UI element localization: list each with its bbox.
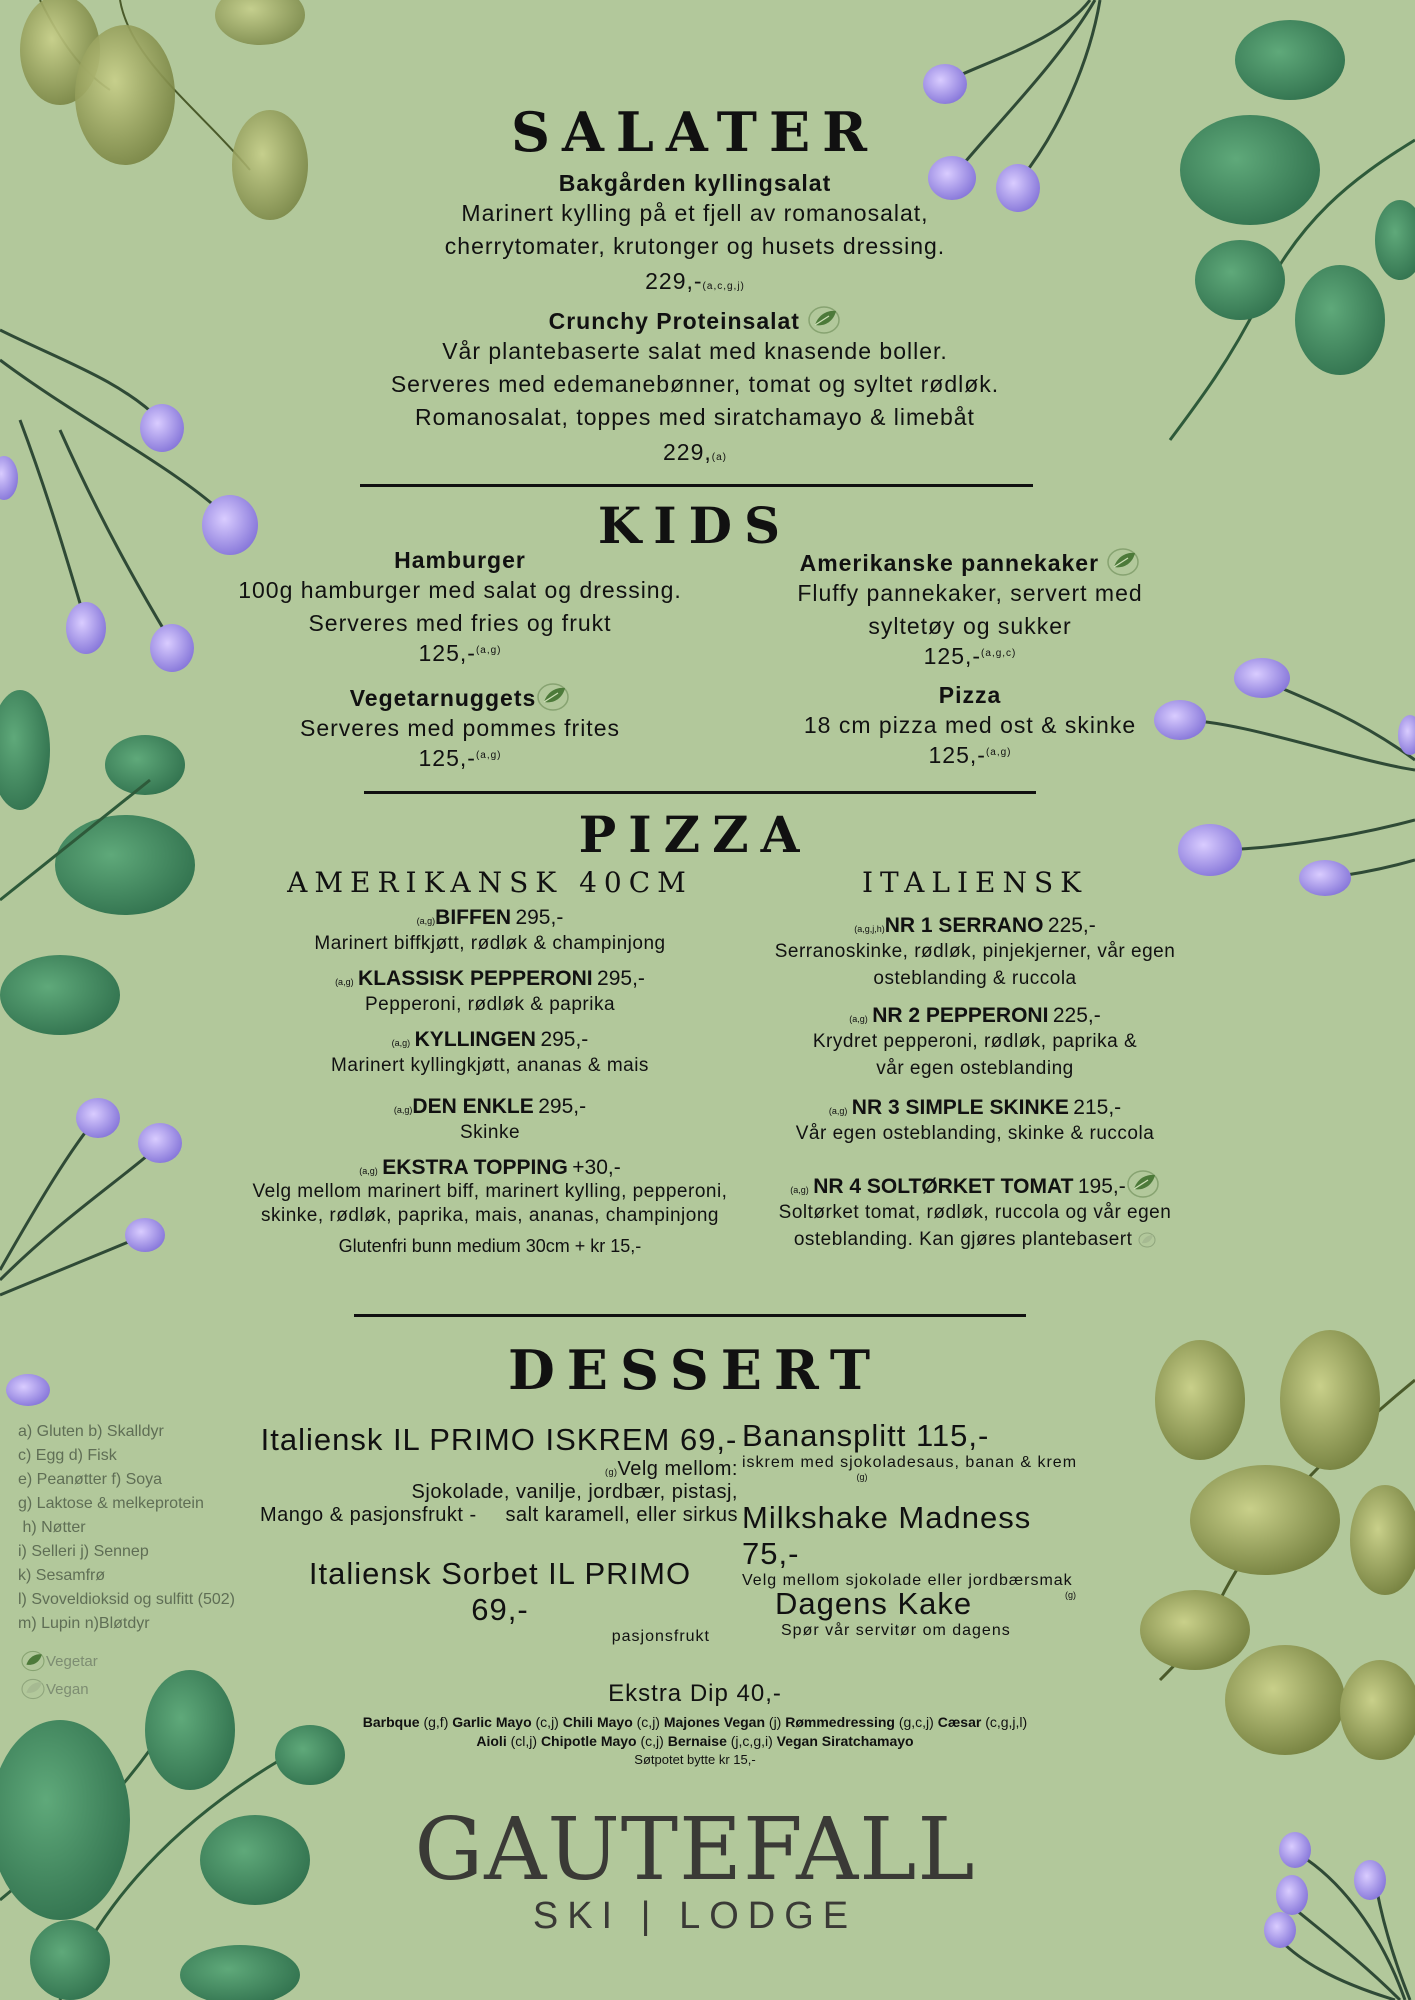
allergen-legend xyxy=(18,1420,235,1636)
item-name: Crunchy Proteinsalat xyxy=(548,308,800,334)
allergen-codes: (a,g) xyxy=(985,747,1012,758)
allergen-codes: (a,g) xyxy=(790,1185,809,1195)
item-price: 225,- xyxy=(1052,1004,1101,1027)
item-name: Bakgården kyllingsalat xyxy=(558,170,832,196)
allergen-line: l) Svoveldioksid og sulfitt (502) xyxy=(18,1591,235,1608)
allergen-codes: (c,g,j,l) xyxy=(981,1714,1028,1730)
allergen-codes: (a,g) xyxy=(849,1014,868,1024)
item-desc: Pepperoni, rødløk & paprika xyxy=(364,994,616,1015)
item-desc: Serranoskinke, rødløk, pinjekjerner, vår egen xyxy=(774,941,1176,962)
item-price: 125,- xyxy=(923,643,982,669)
dip-name: Majones Vegan xyxy=(663,1714,766,1730)
item-price: 215,- xyxy=(1073,1096,1122,1119)
item-name: Italiensk IL PRIMO ISKREM 69,- xyxy=(260,1422,738,1457)
allergen-codes: (g) xyxy=(856,1472,868,1482)
dessert-sorbet xyxy=(280,1556,720,1646)
allergen-line: i) Selleri j) Sennep xyxy=(18,1543,149,1560)
allergen-line: m) Lupin n)Bløtdyr xyxy=(18,1615,150,1632)
pizza-item xyxy=(705,1004,1245,1082)
extra-dip xyxy=(0,1680,1390,1767)
pizza-item xyxy=(705,914,1245,992)
item-name: Milkshake Madness 75,- xyxy=(742,1500,1032,1571)
item-price: 229, xyxy=(663,439,712,465)
allergen-codes: (c,j) xyxy=(632,1714,660,1730)
item-price: 295,- xyxy=(597,967,645,990)
item-desc: Velg mellom sjokolade eller jordbærsmak xyxy=(742,1572,1073,1589)
legend-vegan: Vegan xyxy=(46,1681,89,1698)
item-name: KLASSISK PEPPERONI xyxy=(358,967,593,990)
item-price: 295,- xyxy=(540,1028,589,1051)
item-name: Banansplitt 115,- xyxy=(742,1418,990,1453)
dessert-milkshake xyxy=(742,1500,1082,1600)
allergen-codes: (j,c,g,i) xyxy=(726,1733,773,1749)
pizza-item xyxy=(705,1096,1245,1147)
allergen-line: k) Sesamfrø xyxy=(18,1567,106,1584)
allergen-codes: (j) xyxy=(765,1714,782,1730)
allergen-codes: (a,g,j,h) xyxy=(854,924,885,934)
dip-name: Chipotle Mayo xyxy=(540,1733,637,1749)
allergen-codes: (g) xyxy=(605,1467,618,1477)
pizza-item xyxy=(705,1169,1245,1253)
item-desc: Soltørket tomat, rødløk, ruccola og vår egen xyxy=(778,1202,1172,1223)
item-desc: osteblanding & ruccola xyxy=(873,968,1077,989)
item-name: NR 4 SOLTØRKET TOMAT xyxy=(813,1175,1074,1198)
pizza-american-list xyxy=(190,906,790,1257)
allergen-codes: (a,g) xyxy=(828,1106,848,1116)
item-name: EKSTRA TOPPING xyxy=(382,1156,568,1179)
item-desc: Vår egen osteblanding, skinke & ruccola xyxy=(795,1123,1155,1144)
item-name: NR 2 PEPPERONI xyxy=(872,1004,1049,1027)
dip-name: Rømmedressing xyxy=(785,1714,895,1730)
allergen-codes: (a,g) xyxy=(359,1166,378,1176)
kids-item-hamburger xyxy=(200,547,720,667)
dip-line xyxy=(0,1714,1390,1730)
dip-name: Chili Mayo xyxy=(562,1714,633,1730)
pizza-item xyxy=(190,1156,790,1228)
allergen-codes: (a,c,g,j) xyxy=(702,281,745,292)
section-divider xyxy=(364,791,1036,794)
pizza-italian-list xyxy=(705,914,1245,1253)
item-desc: osteblanding. Kan gjøres plantebasert xyxy=(793,1229,1133,1250)
item-price: 125,- xyxy=(418,745,476,771)
vegan-leaf-icon xyxy=(1138,1232,1156,1248)
item-price: 295,- xyxy=(515,906,564,929)
dessert-title: DESSERT xyxy=(507,1338,883,1402)
item-price: 225,- xyxy=(1047,914,1096,937)
item-desc: Serveres med fries og frukt xyxy=(308,610,612,636)
allergen-codes: (a,g) xyxy=(393,1105,413,1115)
item-name: DEN ENKLE xyxy=(412,1095,534,1118)
allergen-codes: (a,g) xyxy=(391,1038,411,1048)
item-desc: Krydret pepperoni, rødløk, paprika & xyxy=(812,1031,1138,1052)
dip-name: Barbque xyxy=(362,1714,420,1730)
ski-lodge-subtitle: SKI | LODGE xyxy=(532,1895,858,1937)
dip-name: Bernaise xyxy=(667,1733,727,1749)
vegetar-leaf-icon xyxy=(1106,547,1140,577)
pizza-item xyxy=(190,967,790,1018)
allergen-line: c) Egg d) Fisk xyxy=(18,1447,117,1464)
kids-item-pannekaker xyxy=(710,547,1230,670)
item-desc: Romanosalat, toppes med siratchamayo & limebåt xyxy=(415,404,975,430)
item-desc: cherrytomater, krutonger og husets dressing. xyxy=(444,233,946,259)
item-name: BIFFEN xyxy=(435,906,511,929)
salater-title: SALATER xyxy=(510,100,880,164)
pizza-item xyxy=(190,1095,790,1146)
item-name: Hamburger xyxy=(394,547,526,573)
item-name: NR 3 SIMPLE SKINKE xyxy=(851,1096,1069,1119)
allergen-line: e) Peanøtter f) Soya xyxy=(18,1471,163,1488)
dip-name: Cæsar xyxy=(937,1714,982,1730)
salad-item-bakgarden xyxy=(0,170,1390,305)
item-desc: skinke, rødløk, paprika, mais, ananas, champinjong xyxy=(261,1205,719,1226)
allergen-codes: (c,j) xyxy=(636,1733,664,1749)
allergen-codes: (g,f) xyxy=(419,1714,449,1730)
salad-item-crunchy xyxy=(0,305,1390,476)
allergen-codes: (a,g) xyxy=(335,977,354,987)
kids-item-vegetarnuggets xyxy=(200,682,720,772)
gautefall-logo: GAUTEFALL xyxy=(414,1800,976,1900)
item-desc: 18 cm pizza med ost & skinke xyxy=(803,712,1137,738)
dessert-iskrem xyxy=(260,1422,738,1527)
allergen-line: h) Nøtter xyxy=(18,1519,86,1536)
item-name: Dagens Kake xyxy=(775,1586,973,1621)
item-name: NR 1 SERRANO xyxy=(884,914,1044,937)
allergen-codes: (a,g) xyxy=(416,916,436,926)
item-desc: Velg mellom marinert biff, marinert kylling, pepperoni, xyxy=(252,1181,728,1202)
item-name: Amerikanske pannekaker xyxy=(799,550,1100,576)
item-desc: Velg mellom: xyxy=(617,1458,738,1480)
item-desc: salt karamell, eller sirkus xyxy=(505,1504,738,1526)
kids-item-pizza xyxy=(710,682,1230,769)
item-price: 125,- xyxy=(418,640,476,666)
dessert-banansplitt xyxy=(742,1418,1082,1482)
item-desc: Fluffy pannekaker, servert med xyxy=(797,580,1143,606)
item-desc: Vår plantebaserte salat med knasende boller. xyxy=(442,338,948,364)
vegan-leaf-icon xyxy=(807,305,841,335)
pizza-item xyxy=(190,906,790,957)
item-price: +30,- xyxy=(572,1156,621,1179)
item-price: 125,- xyxy=(928,742,986,768)
item-desc: Marinert biffkjøtt, rødløk & champinjong xyxy=(314,933,666,954)
item-desc: Serveres med pommes frites xyxy=(300,715,620,741)
item-desc: Mango & pasjonsfrukt - xyxy=(260,1504,477,1526)
pizza-title: PIZZA xyxy=(578,805,812,864)
allergen-codes: (g,c,j) xyxy=(894,1714,934,1730)
allergen-line: a) Gluten b) Skalldyr xyxy=(18,1423,164,1440)
dip-name: Aioli xyxy=(476,1733,507,1749)
item-name: Vegetarnuggets xyxy=(349,685,537,711)
item-desc: vår egen osteblanding xyxy=(876,1058,1074,1079)
gluten-free-note: Glutenfri bunn medium 30cm + kr 15,- xyxy=(338,1236,642,1256)
allergen-codes: (a,g) xyxy=(475,750,502,761)
item-price: 195,- xyxy=(1077,1175,1126,1198)
item-price: 229,- xyxy=(645,268,703,294)
dip-name: Garlic Mayo xyxy=(452,1714,532,1730)
item-name: KYLLINGEN xyxy=(414,1028,536,1051)
dessert-kake xyxy=(775,1586,1075,1640)
item-desc: Marinert kyllingkjøtt, ananas & mais xyxy=(331,1055,649,1076)
allergen-codes: (a,g) xyxy=(475,645,502,656)
vegan-leaf-icon xyxy=(1126,1169,1160,1199)
item-desc: 100g hamburger med salat og dressing. xyxy=(238,577,682,603)
pizza-item xyxy=(190,1028,790,1079)
item-desc: Spør vår servitør om dagens xyxy=(781,1622,1011,1639)
vegetar-leaf-icon xyxy=(536,682,570,712)
allergen-line: g) Laktose & melkeprotein xyxy=(18,1495,204,1512)
pizza-italian-heading: ITALIENSK xyxy=(861,866,1089,899)
item-price: 295,- xyxy=(538,1095,587,1118)
item-desc: syltetøy og sukker xyxy=(868,613,1072,639)
pizza-american-heading: AMERIKANSK 40CM xyxy=(287,866,693,899)
section-divider xyxy=(360,484,1033,487)
item-name: Pizza xyxy=(938,682,1002,708)
dip-name: Vegan Siratchamayo xyxy=(776,1733,914,1749)
item-desc: Marinert kylling på et fjell av romanosalat, xyxy=(461,200,929,226)
allergen-codes: (a,g,c) xyxy=(981,648,1017,659)
item-desc: pasjonsfrukt xyxy=(611,1628,710,1645)
vegetar-leaf-icon xyxy=(20,1650,46,1672)
dip-title: Ekstra Dip 40,- xyxy=(608,1680,782,1707)
allergen-codes: (cl,j) xyxy=(506,1733,538,1749)
item-desc: Serveres med edemanebønner, tomat og syltet rødløk. xyxy=(390,371,1000,397)
allergen-codes: (g) xyxy=(1065,1590,1076,1600)
item-desc: Sjokolade, vanilje, jordbær, pistasj, xyxy=(411,1481,738,1503)
dip-line xyxy=(0,1733,1390,1749)
section-divider xyxy=(354,1314,1026,1317)
item-desc: iskrem med sjokoladesaus, banan & krem xyxy=(742,1454,1078,1471)
legend-vegetar: Vegetar xyxy=(46,1653,98,1670)
dip-note: Søtpotet bytte kr 15,- xyxy=(634,1752,756,1767)
kids-title: KIDS xyxy=(597,496,793,555)
allergen-codes: (c,j) xyxy=(531,1714,559,1730)
item-desc: Skinke xyxy=(459,1122,521,1143)
allergen-codes: (a) xyxy=(711,452,727,463)
item-name: Italiensk Sorbet IL PRIMO 69,- xyxy=(308,1556,692,1627)
